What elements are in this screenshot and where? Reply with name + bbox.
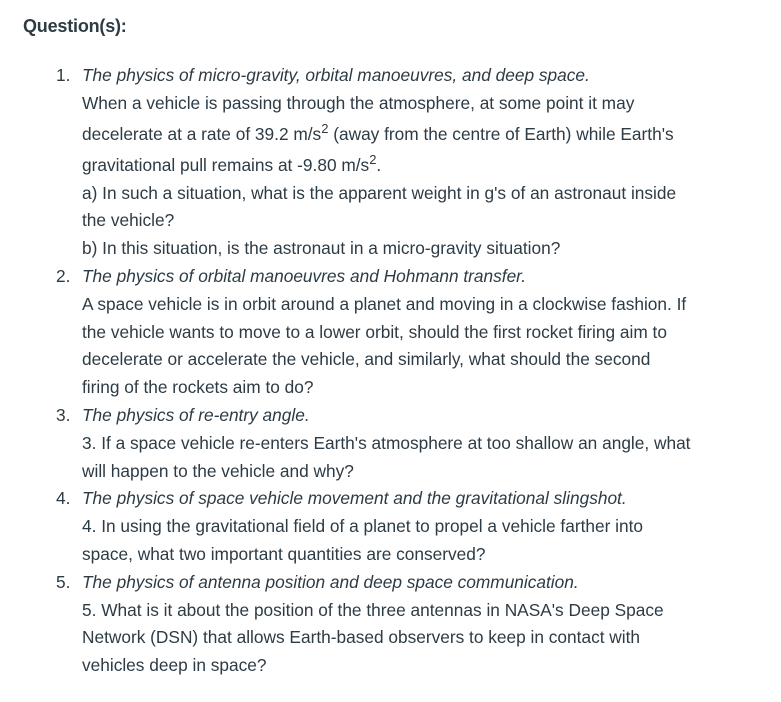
question-text-line: firing of the rockets aim to do? — [82, 377, 314, 398]
text-segment: . — [376, 154, 382, 175]
question-text-line — [82, 118, 756, 150]
question-1 — [56, 62, 756, 263]
question-text-line: A space vehicle is in orbit around a planet and moving in a clockwise fashion. If — [82, 293, 687, 314]
question-5 — [56, 569, 756, 680]
question-2 — [56, 263, 756, 402]
question-text-line: will happen to the vehicle and why? — [82, 460, 354, 481]
question-list — [56, 62, 756, 680]
superscript: 2 — [369, 151, 377, 167]
page-heading: Question(s): — [23, 16, 127, 36]
text-segment: (away from the centre of Earth) while Earth's — [328, 123, 674, 144]
question-text-line: space, what two important quantities are conserved? — [82, 543, 486, 564]
question-text-line: decelerate or accelerate the vehicle, and similarly, what should the second — [82, 349, 651, 370]
question-text-line: Network (DSN) that allows Earth-based observers to keep in contact with — [82, 627, 641, 648]
question-title: The physics of micro-gravity, orbital manoeuvres, and deep space. — [82, 65, 590, 85]
question-text-line: a) In such a situation, what is the apparent weight in g's of an astronaut inside — [82, 182, 677, 203]
question-text-line: 5. What is it about the position of the three antennas in NASA's Deep Space — [82, 599, 664, 620]
question-title: The physics of re-entry angle. — [82, 404, 310, 425]
question-number: 5. — [56, 571, 71, 592]
text-segment: decelerate at a rate of 39.2 m/s — [82, 123, 322, 144]
superscript: 2 — [321, 120, 329, 136]
question-number: 4. — [56, 488, 71, 509]
question-text-line: 4. In using the gravitational field of a planet to propel a vehicle farther into — [82, 516, 644, 537]
question-text-line: When a vehicle is passing through the atmosphere, at some point it may — [82, 92, 635, 113]
question-text-line: the vehicle? — [82, 210, 175, 231]
question-text-line — [82, 150, 756, 180]
question-body — [82, 513, 756, 569]
question-text-line: 3. If a space vehicle re-enters Earth's atmosphere at too shallow an angle, what — [82, 432, 691, 453]
question-text-line: vehicles deep in space? — [82, 655, 267, 676]
question-title: The physics of space vehicle movement and the gravitational slingshot. — [82, 488, 627, 509]
question-body — [82, 597, 756, 680]
question-number: 2. — [56, 265, 71, 286]
question-body — [82, 430, 756, 486]
question-body — [82, 291, 756, 402]
text-segment: gravitational pull remains at -9.80 m/s — [82, 154, 370, 175]
question-text-line: the vehicle wants to move to a lower orbit, should the first rocket firing aim to — [82, 321, 667, 342]
question-number: 1. — [56, 65, 71, 85]
question-number: 3. — [56, 404, 71, 425]
question-body — [82, 90, 756, 263]
question-3 — [56, 402, 756, 485]
question-text-line: b) In this situation, is the astronaut in a micro-gravity situation? — [82, 238, 561, 259]
question-4 — [56, 485, 756, 568]
question-title: The physics of orbital manoeuvres and Hohmann transfer. — [82, 265, 527, 286]
question-title: The physics of antenna position and deep space communication. — [82, 571, 579, 592]
